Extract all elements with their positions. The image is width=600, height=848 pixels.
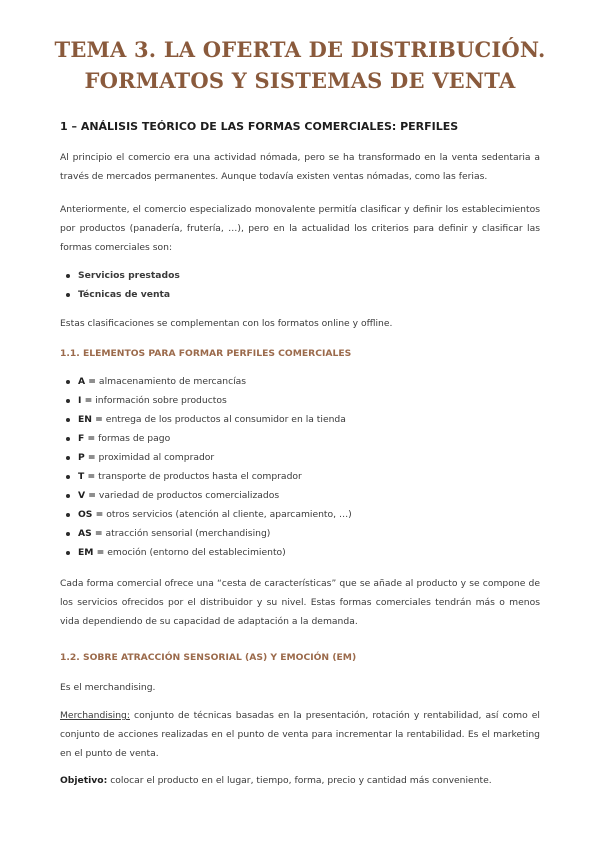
list-item: I = información sobre productos (60, 391, 352, 410)
title-line-1: TEMA 3. LA OFERTA DE DISTRIBUCIÓN. (54, 37, 546, 62)
list-item: P = proximidad al comprador (60, 448, 352, 467)
objective-paragraph: Objetivo: colocar el producto en el lugar, tiempo, forma, precio y cantidad más conveniente. (60, 775, 492, 786)
list-item: A = almacenamiento de mercancías (60, 372, 352, 391)
section-1-paragraph-2: Anteriormente, el comercio especializado monovalente permitía clasificar y definir los establecimientos por productos (panadería, frutería, …), pero en la actualidad los criterios para definir y clasificar las formas comerciales son: (60, 204, 540, 253)
merchandising-definition: Merchandising: conjunto de técnicas basadas en la presentación, rotación y rentabilidad, así como el conjunto de acciones realizadas en el punto de venta para incrementar la rentabilidad. Es el marketing en el punto de venta. (60, 710, 540, 759)
list-item: OS = otros servicios (atención al cliente, aparcamiento, …) (60, 505, 352, 524)
page-title (0, 34, 600, 96)
merchandising-term: Merchandising: (60, 710, 130, 721)
section-1-paragraph-1: Al principio el comercio era una actividad nómada, pero se ha transformado en la venta sedentaria a través de mercados permanentes. Aunque todavía existen ventas nómadas, como las ferias. (60, 152, 540, 182)
section-1-1-heading: 1.1. ELEMENTOS PARA FORMAR PERFILES COMERCIALES (60, 348, 352, 359)
section-1-2-heading: 1.2. SOBRE ATRACCIÓN SENSORIAL (AS) Y EMOCIÓN (EM) (60, 652, 357, 663)
criteria-list (60, 266, 180, 304)
list-item: V = variedad de productos comercializados (60, 486, 352, 505)
list-item: T = transporte de productos hasta el comprador (60, 467, 352, 486)
section-1-heading: 1 – ANÁLISIS TEÓRICO DE LAS FORMAS COMERCIALES: PERFILES (60, 120, 459, 133)
section-1-1-paragraph: Cada forma comercial ofrece una “cesta de características” que se añade al producto y se compone de los servicios ofrecidos por el distribuidor y su nivel. Estas formas comerciales tendrán más o menos vida dependiendo de su capacidad de adaptación a la demanda. (60, 578, 540, 627)
list-item: F = formas de pago (60, 429, 352, 448)
title-line-2: FORMATOS Y SISTEMAS DE VENTA (84, 68, 516, 93)
section-1-2-paragraph-1: Es el merchandising. (60, 682, 156, 693)
list-item: AS = atracción sensorial (merchandising) (60, 524, 352, 543)
list-item: Técnicas de venta (60, 285, 180, 304)
objective-term: Objetivo: (60, 775, 108, 786)
list-item: Servicios prestados (60, 266, 180, 285)
elements-list (60, 372, 352, 562)
list-item: EN = entrega de los productos al consumidor en la tienda (60, 410, 352, 429)
list-item: EM = emoción (entorno del establecimiento) (60, 543, 352, 562)
section-1-paragraph-3: Estas clasificaciones se complementan con los formatos online y offline. (60, 318, 393, 329)
